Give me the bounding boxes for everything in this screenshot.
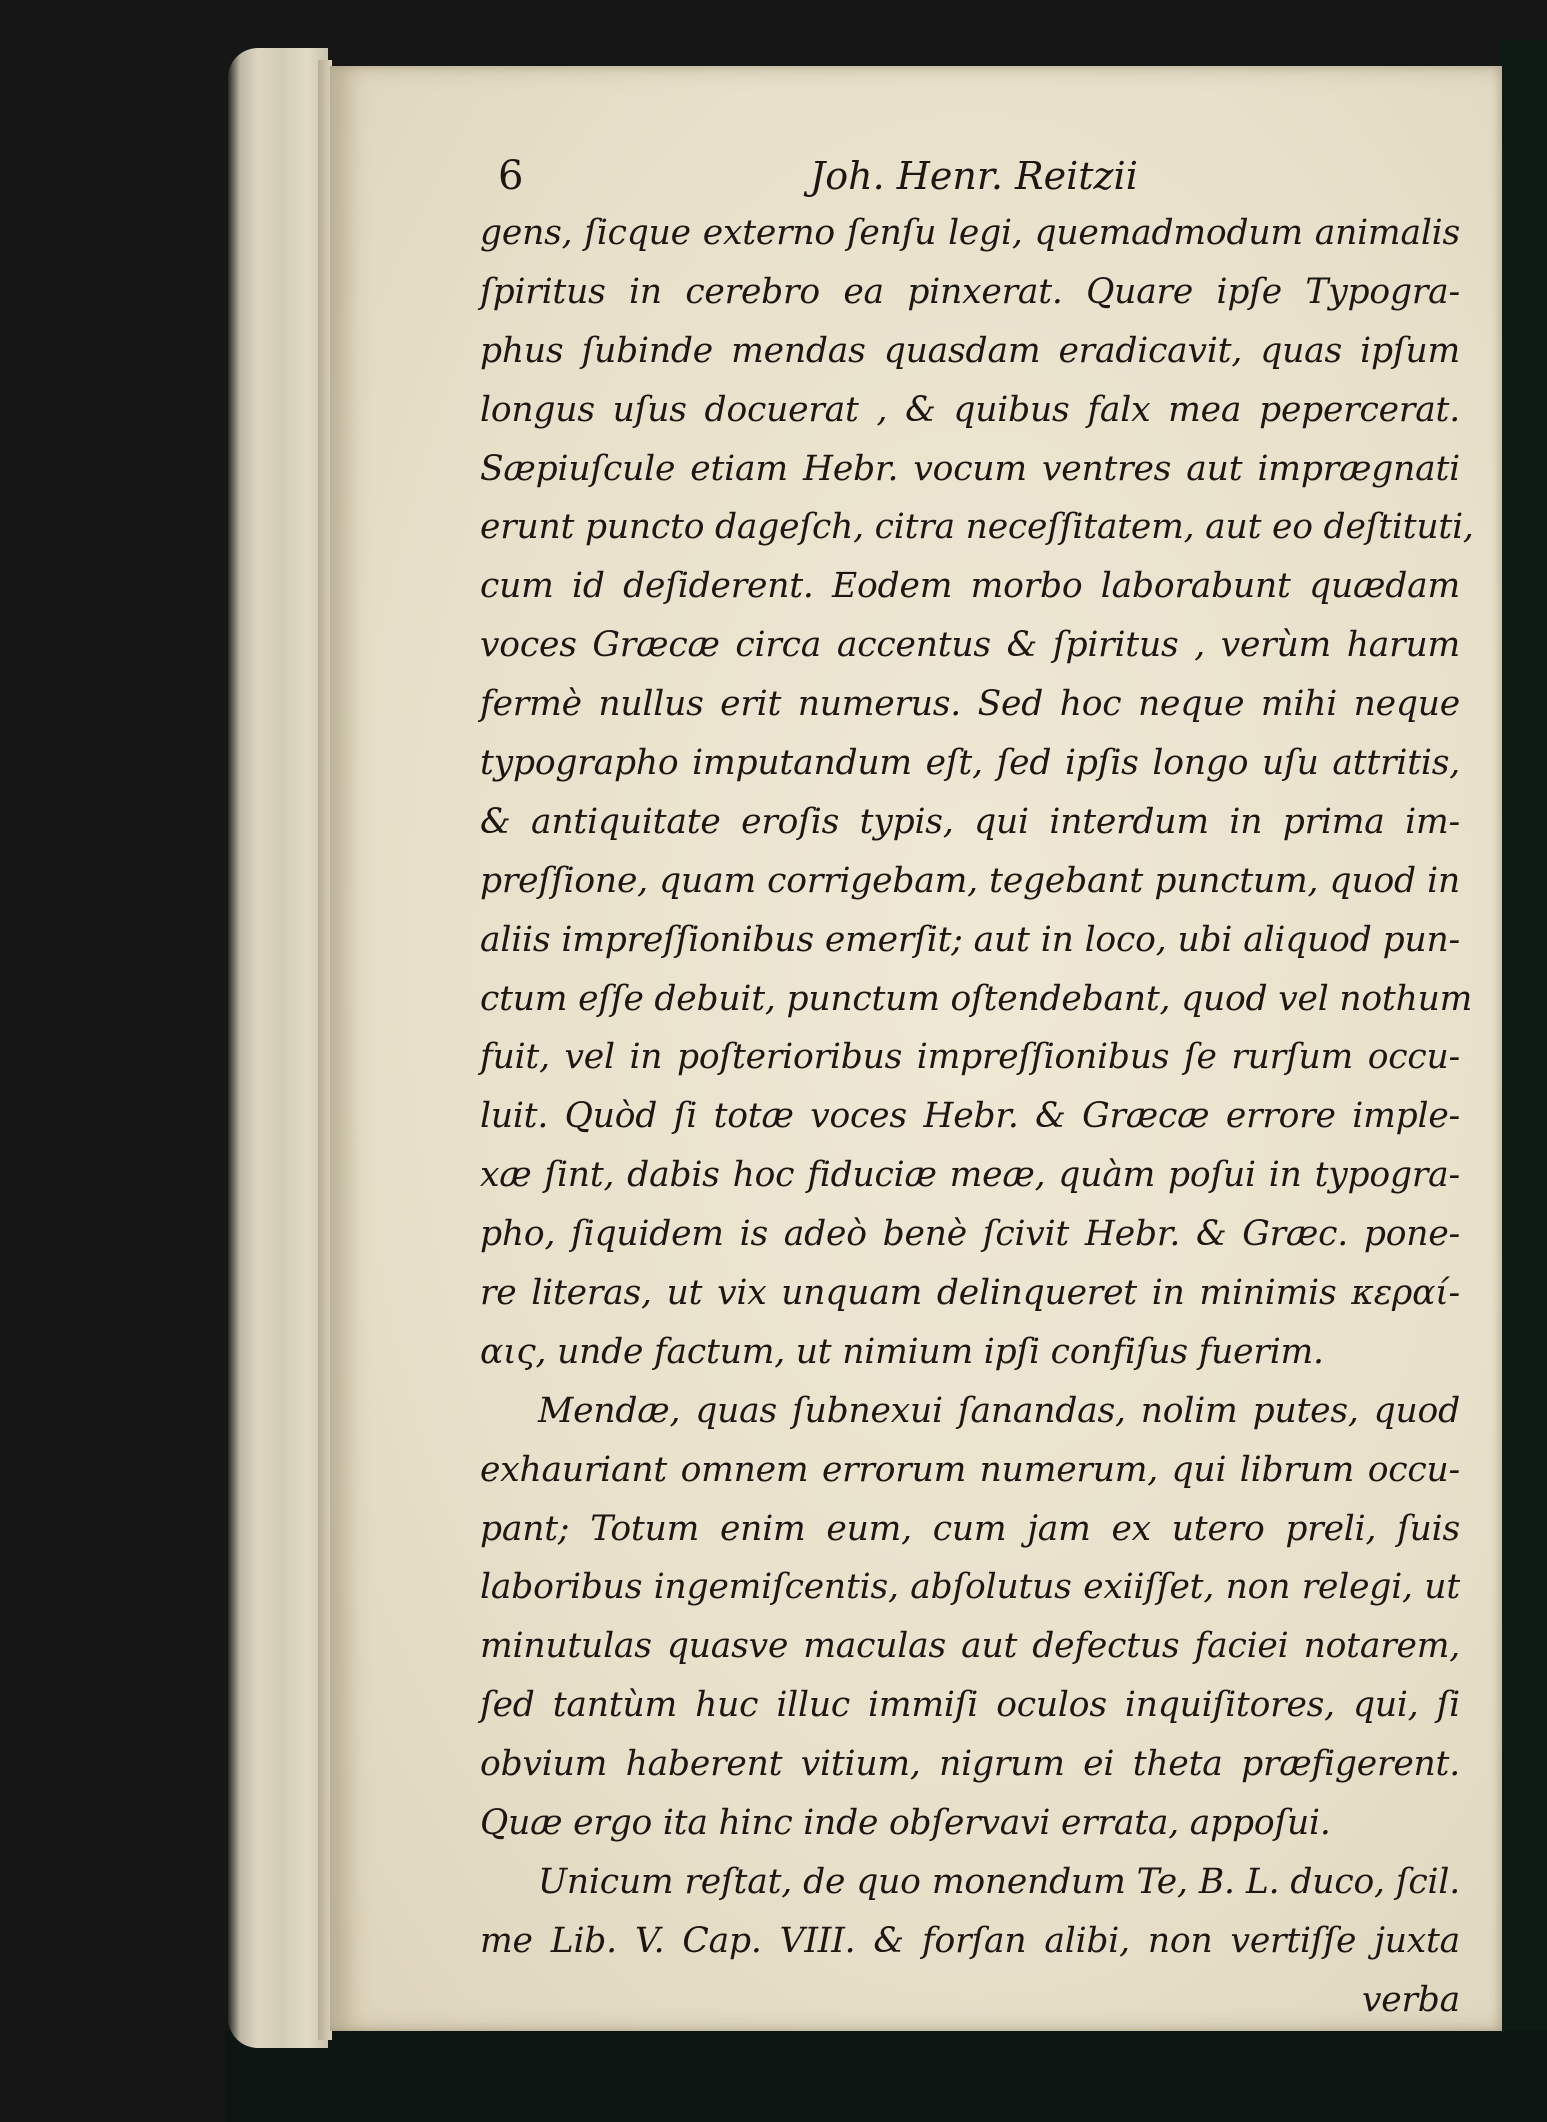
text-line: gens, ſicque externo ſenſu legi, quemadmodum animalis [480, 213, 1460, 253]
text-line: pho, ſiquidem is adeò benè ſcivit Hebr. & Græc. pone- [480, 1214, 1460, 1255]
running-title: Joh. Henr. Reitzii [810, 154, 1138, 198]
text-line: ſed tantùm huc illuc immiſi oculos inquiſitores, qui, ſi [480, 1685, 1460, 1726]
text-line: ctum eſſe debuit, punctum oſtendebant, quod vel nothum [480, 978, 1473, 1019]
text-line: obvium haberent vitium, nigrum ei theta præfigerent. [480, 1744, 1460, 1785]
text-line: aliis impreſſionibus emerſit; aut in loco, ubi aliquod pun- [480, 919, 1460, 960]
text-line: Sæpiuſcule etiam Hebr. vocum ventres aut imprægnati [480, 448, 1460, 489]
text-line: Mendæ, quas ſubnexui ſanandas, nolim putes, quod [538, 1390, 1460, 1431]
text-line: ſpiritus in cerebro ea pinxerat. Quare ipſe Typogra- [480, 271, 1460, 312]
text-line: αις, unde factum, ut nimium ipſi confiſus fuerim. [480, 1331, 1324, 1372]
text-line: cum id deſiderent. Eodem morbo laborabunt quædam [480, 566, 1460, 607]
text-line: laboribus ingemiſcentis, abſolutus exiiſſet, non relegi, ut [480, 1567, 1460, 1608]
text-line: fermè nullus erit numerus. Sed hoc neque mihi neque [480, 684, 1460, 725]
text-line: voces Græcæ circa accentus & ſpiritus , verùm harum [480, 625, 1460, 666]
catchword: verba [1361, 1979, 1460, 2020]
text-line: fuit, vel in poſterioribus impreſſionibus ſe rurſum occu- [480, 1037, 1460, 1078]
text-line: & antiquitate eroſis typis, qui interdum in prima im- [480, 801, 1460, 842]
text-line: phus ſubinde mendas quasdam eradicavit, quas ipſum [480, 330, 1460, 371]
text-line: longus uſus docuerat , & quibus falx mea pepercerat. [480, 389, 1460, 430]
book-cover-bottom [225, 2030, 1547, 2122]
book-cover-edge [1500, 40, 1547, 2070]
text-line: Quæ ergo ita hinc inde obſervavi errata, appoſui. [480, 1803, 1331, 1844]
book-binding [228, 48, 328, 2048]
text-line: Unicum reſtat, de quo monendum Te, B. L. duco, ſcil. [538, 1861, 1460, 1902]
page-text [480, 148, 1474, 2030]
text-line: preſſione, quam corrigebam, tegebant punctum, quod in [480, 860, 1460, 901]
text-line: typographo imputandum eſt, ſed ipſis longo uſu attritis, [480, 743, 1460, 784]
text-line: xæ ſint, dabis hoc fiduciæ meæ, quàm poſui in typogra- [480, 1155, 1460, 1196]
text-line: exhauriant omnem errorum numerum, qui librum occu- [480, 1449, 1460, 1490]
running-head [480, 148, 1460, 204]
text-line: minutulas quasve maculas aut defectus faciei notarem, [480, 1626, 1460, 1667]
text-line: pant; Totum enim eum, cum jam ex utero preli, ſuis [480, 1508, 1460, 1549]
text-line: erunt puncto dageſch, citra neceſſitatem, aut eo deſtituti, [480, 507, 1474, 548]
page-number: 6 [498, 153, 524, 199]
text-line: re literas, ut vix unquam delinqueret in minimis κεραί- [480, 1273, 1460, 1314]
text-line: me Lib. V. Cap. VIII. & forſan alibi, non vertiſſe juxta [480, 1920, 1460, 1961]
text-line: luit. Quòd ſi totæ voces Hebr. & Græcæ errore imple- [480, 1096, 1460, 1137]
